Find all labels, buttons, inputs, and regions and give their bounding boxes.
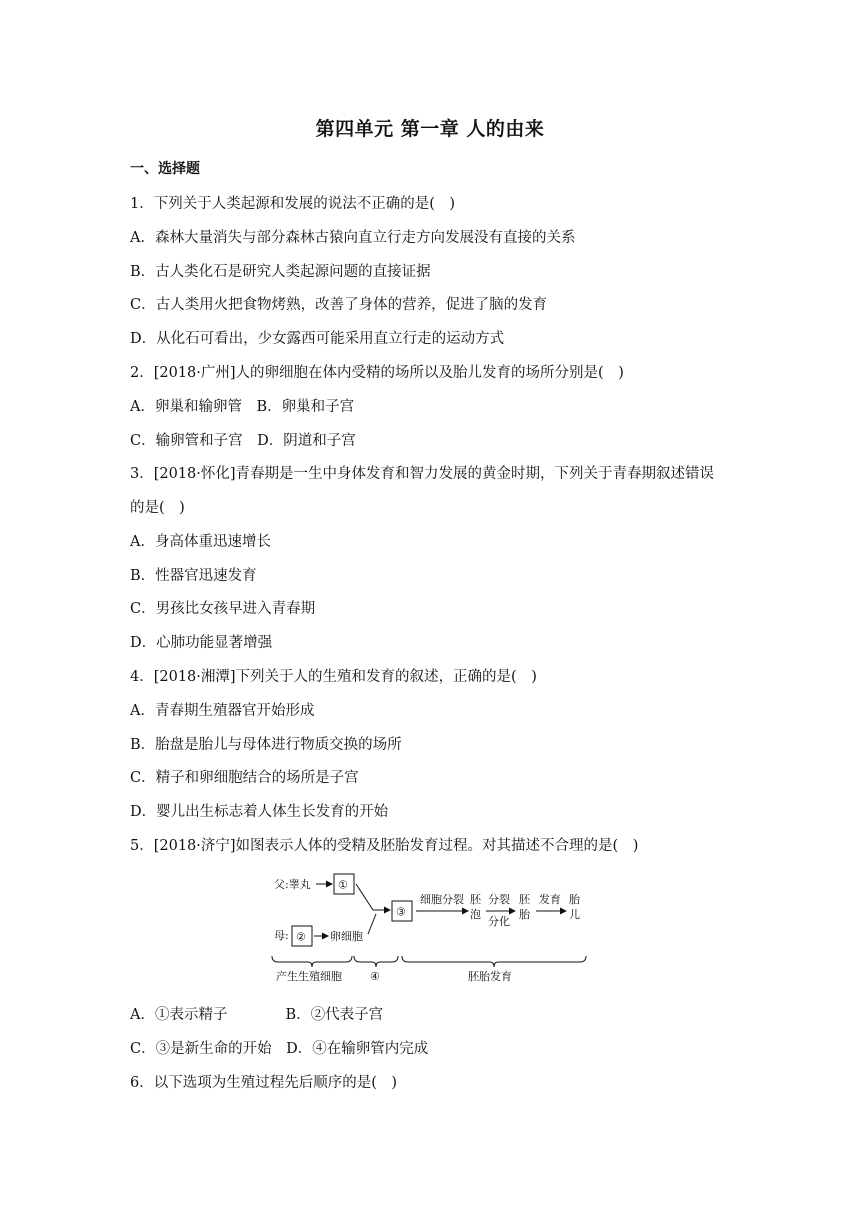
q5-stem: 5．[2018·济宁]如图表示人体的受精及胚胎发育过程。对其描述不合理的是( ) [130,838,639,854]
diagram-brace-2-label: ④ [370,970,380,983]
q4-option-d: D．婴儿出生标志着人体生长发育的开始 [130,804,389,820]
diagram-father-label: 父:睾丸 [274,878,311,891]
q3-option-b: B．性器官迅速发育 [130,568,257,584]
q3-option-a: A．身高体重迅速增长 [130,534,271,550]
diagram-egg-label: 卵细胞 [330,930,363,943]
diagram-brace-1 [272,956,352,967]
diagram-box-2-label: ② [296,930,306,944]
q1-option-b: B．古人类化石是研究人类起源问题的直接证据 [130,264,431,280]
diagram-differentiate-label: 分化 [488,915,510,928]
diagram-embryo-1: 胚 [519,893,530,906]
diagram-arrow-join-top [356,884,390,910]
q2-options-cd: C．输卵管和子宫 D．阴道和子宫 [130,433,356,449]
diagram-blastocyst-2: 泡 [470,908,481,921]
q6-stem: 6．以下选项为生殖过程先后顺序的是( ) [130,1075,398,1091]
q5-options-ab: A．①表示精子 B．②代表子宫 [130,1007,384,1023]
q2-stem: 2．[2018·广州]人的卵细胞在体内受精的场所以及胎儿发育的场所分别是( ) [130,365,624,381]
diagram-develop-label: 发育 [539,893,561,906]
q5-options-cd: C．③是新生命的开始 D．④在输卵管内完成 [130,1041,429,1057]
diagram-divide-label: 分裂 [488,893,510,906]
q1-option-d: D．从化石可看出，少女露西可能采用直立行走的运动方式 [130,331,505,347]
q1-stem: 1．下列关于人类起源和发展的说法不正确的是( ) [130,196,456,212]
page-title: 第四单元 第一章 人的由来 [315,118,545,140]
q4-option-a: A．青春期生殖器官开始形成 [130,703,315,719]
diagram-mother-label: 母: [274,929,289,942]
diagram-blastocyst-1: 胚 [470,893,481,906]
section-heading: 一、选择题 [130,161,200,177]
diagram-brace-3 [402,956,586,967]
diagram-fetus-1: 胎 [569,893,580,906]
diagram-fetus-2: 儿 [569,908,580,921]
q4-option-c: C．精子和卵细胞结合的场所是子宫 [130,770,359,786]
diagram-box-1-label: ① [338,878,348,892]
q1-option-c: C．古人类用火把食物烤熟，改善了身体的营养，促进了脑的发育 [130,297,548,313]
diagram-box-3-label: ③ [396,905,406,919]
diagram-arrow-join-bottom [368,914,376,934]
fertilization-diagram [268,870,598,990]
diagram-brace-2 [354,956,398,967]
diagram-embryo-2: 胎 [519,908,530,921]
diagram-brace-3-label: 胚胎发育 [468,970,512,983]
q1-option-a: A．森林大量消失与部分森林古猿向直立行走方向发展没有直接的关系 [130,230,576,246]
q3-option-d: D．心肺功能显著增强 [130,635,273,651]
q4-option-b: B．胎盘是胎儿与母体进行物质交换的场所 [130,737,402,753]
diagram-cell-division-label: 细胞分裂 [420,893,464,906]
diagram-brace-1-label: 产生生殖细胞 [276,970,342,983]
q4-stem: 4．[2018·湘潭]下列关于人的生殖和发育的叙述，正确的是( ) [130,669,537,685]
q2-options-ab: A．卵巢和输卵管 B．卵巢和子宫 [130,399,355,415]
q3-stem-line1: 3．[2018·怀化]青春期是一生中身体发育和智力发展的黄金时期，下列关于青春期叙述错误 [130,466,715,482]
q3-option-c: C．男孩比女孩早进入青春期 [130,601,316,617]
q3-stem-line2: 的是( ) [130,500,185,516]
